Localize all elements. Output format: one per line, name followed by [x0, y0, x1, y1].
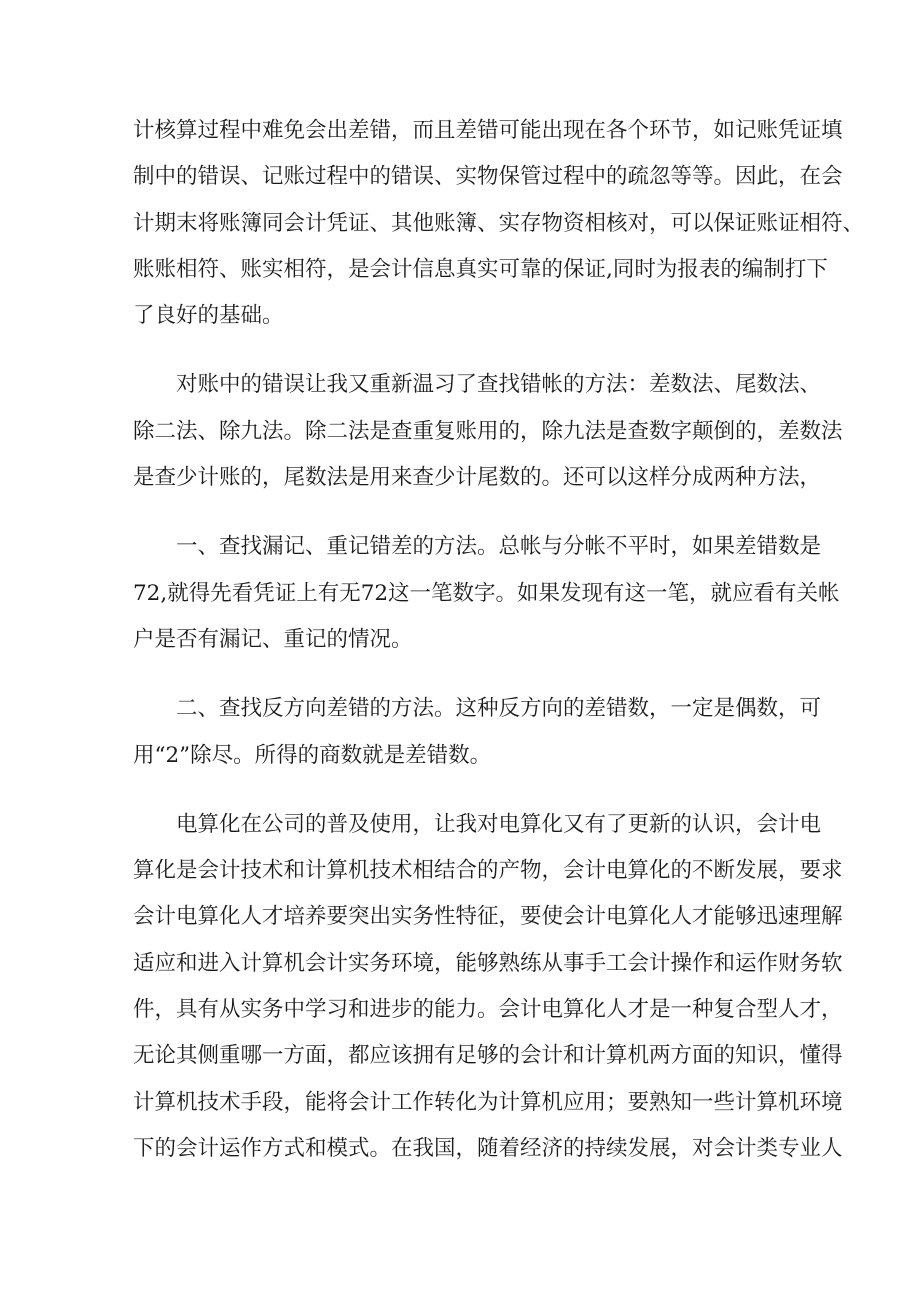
paragraph-account-reconciliation — [133, 108, 865, 339]
paragraph-method-one — [133, 524, 840, 663]
text-line: 是查少计账的，尾数法是用来查少计尾数的。还可以这样分成两种方法， — [133, 465, 822, 491]
text-line: 下的会计运作方式和模式。在我国，随着经济的持续发展，对会计类专业人 — [133, 1135, 843, 1161]
text-line: 计期末将账簿同会计凭证、其他账簿、实存物资相核对，可以保证账证相符、 — [133, 210, 865, 236]
text-line: 二、查找反方向差错的方法。这种反方向的差错数，一定是偶数，可 — [176, 696, 822, 722]
paragraph-gap — [133, 339, 797, 362]
text-line: 对账中的错误让我又重新温习了查找错帐的方法：差数法、尾数法、 — [176, 372, 822, 398]
text-line: 账账相符、账实相符，是会计信息真实可靠的保证,同时为报表的编制打下 — [133, 256, 828, 282]
text-line: 了良好的基础。 — [133, 303, 284, 329]
text-line: 一、查找漏记、重记错差的方法。总帐与分帐不平时，如果差错数是 — [176, 534, 822, 560]
text-line: 算化是会计技术和计算机技术相结合的产物，会计电算化的不断发展，要求 — [133, 858, 843, 884]
paragraph-gap — [133, 779, 797, 802]
text-line: 会计电算化人才培养要突出实务性特征，要使会计电算化人才能够迅速理解 — [133, 904, 843, 930]
text-line: 计算机技术手段，能将会计工作转化为计算机应用；要熟知一些计算机环境 — [133, 1089, 843, 1115]
text-line: 电算化在公司的普及使用，让我对电算化又有了更新的认识，会计电 — [176, 811, 822, 837]
document-body — [133, 108, 865, 1172]
paragraph-method-two — [133, 686, 822, 779]
paragraph-gap — [133, 663, 797, 686]
text-line: 制中的错误、记账过程中的错误、实物保管过程中的疏忽等等。因此，在会 — [133, 164, 843, 190]
text-line: 用“2”除尽。所得的商数就是差错数。 — [133, 742, 492, 768]
text-line: 适应和进入计算机会计实务环境，能够熟练从事手工会计操作和运作财务软 — [133, 950, 843, 976]
text-line: 除二法、除九法。除二法是查重复账用的，除九法是查数字颠倒的，差数法 — [133, 418, 843, 444]
text-line: 无论其侧重哪一方面，都应该拥有足够的会计和计算机两方面的知识，懂得 — [133, 1043, 843, 1069]
text-line: 户是否有漏记、重记的情况。 — [133, 626, 413, 652]
text-line: 72,就得先看凭证上有无72这一笔数字。如果发现有这一笔，就应看有关帐 — [133, 580, 840, 606]
paragraph-error-finding-methods — [133, 362, 843, 501]
text-line: 计核算过程中难免会出差错，而且差错可能出现在各个环节，如记账凭证填 — [133, 118, 843, 143]
paragraph-computerized-accounting — [133, 802, 843, 1172]
paragraph-gap — [133, 501, 797, 524]
text-line: 件，具有从实务中学习和进步的能力。会计电算化人才是一种复合型人才， — [133, 997, 843, 1023]
